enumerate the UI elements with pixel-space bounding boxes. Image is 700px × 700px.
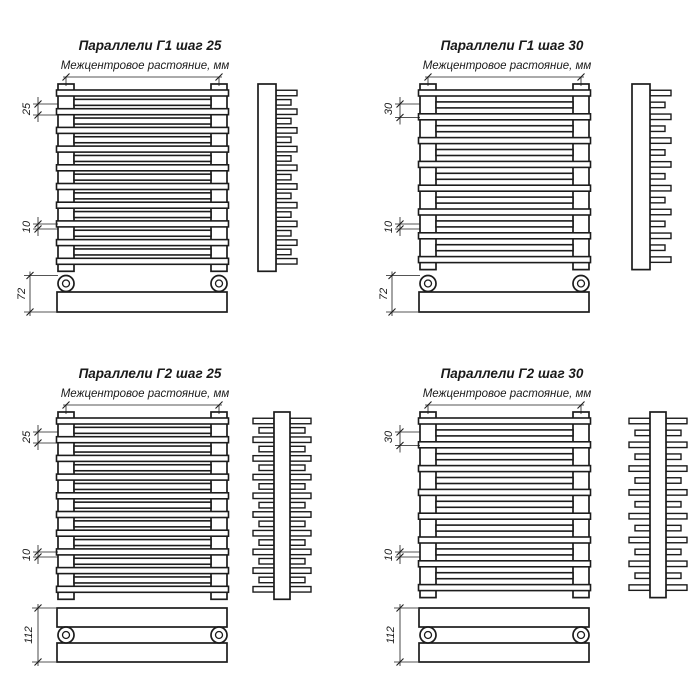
quadrant-g2_step25: [32, 402, 311, 667]
dim-depth-label-g2-step25: 112: [23, 626, 35, 644]
dim-depth-label-g1-step25: 72: [16, 287, 28, 301]
dim-step-label-g2-step25: 25: [21, 430, 33, 444]
side-view: [632, 84, 671, 270]
dim-offset-label-g2-step25: 10: [21, 548, 33, 562]
dim-step-label-g1-step25: 25: [21, 102, 33, 116]
front-view: [57, 412, 229, 599]
bottom-view: [57, 608, 227, 662]
quadrant-g1_step30: [386, 74, 671, 317]
dim-step-label-g1-step30: 30: [383, 102, 395, 116]
bottom-view: [419, 276, 589, 313]
bottom-view: [57, 276, 227, 313]
quadrant-title-g1-step30: Параллели Г1 шаг 30: [440, 38, 584, 53]
center-distance-label-g2-step30: Межцентровое растояние, мм: [422, 388, 592, 400]
dim-offset-label-g1-step25: 10: [21, 220, 33, 234]
center-distance-label-g1-step30: Межцентровое растояние, мм: [422, 60, 592, 72]
quadrant-g1_step25: [24, 74, 297, 317]
side-view: [253, 412, 311, 599]
quadrant-title-g2-step30: Параллели Г2 шаг 30: [440, 366, 584, 381]
side-view: [629, 412, 687, 598]
front-view: [419, 412, 591, 598]
dimension-lines: [386, 74, 585, 317]
quadrant-title-g2-step25: Параллели Г2 шаг 25: [78, 366, 222, 381]
dim-step-label-g2-step30: 30: [383, 430, 395, 444]
front-view: [57, 84, 229, 271]
quadrant-title-g1-step25: Параллели Г1 шаг 25: [78, 38, 222, 53]
dim-offset-label-g2-step30: 10: [383, 548, 395, 562]
quadrant-g2_step30: [394, 402, 687, 667]
dim-offset-label-g1-step30: 10: [383, 220, 395, 234]
dim-depth-label-g2-step30: 112: [385, 626, 397, 644]
dim-depth-label-g1-step30: 72: [378, 287, 390, 301]
side-view: [258, 84, 297, 271]
center-distance-label-g1-step25: Межцентровое растояние, мм: [60, 60, 230, 72]
front-view: [419, 84, 591, 270]
center-distance-label-g2-step25: Межцентровое растояние, мм: [60, 388, 230, 400]
bottom-view: [419, 608, 589, 662]
